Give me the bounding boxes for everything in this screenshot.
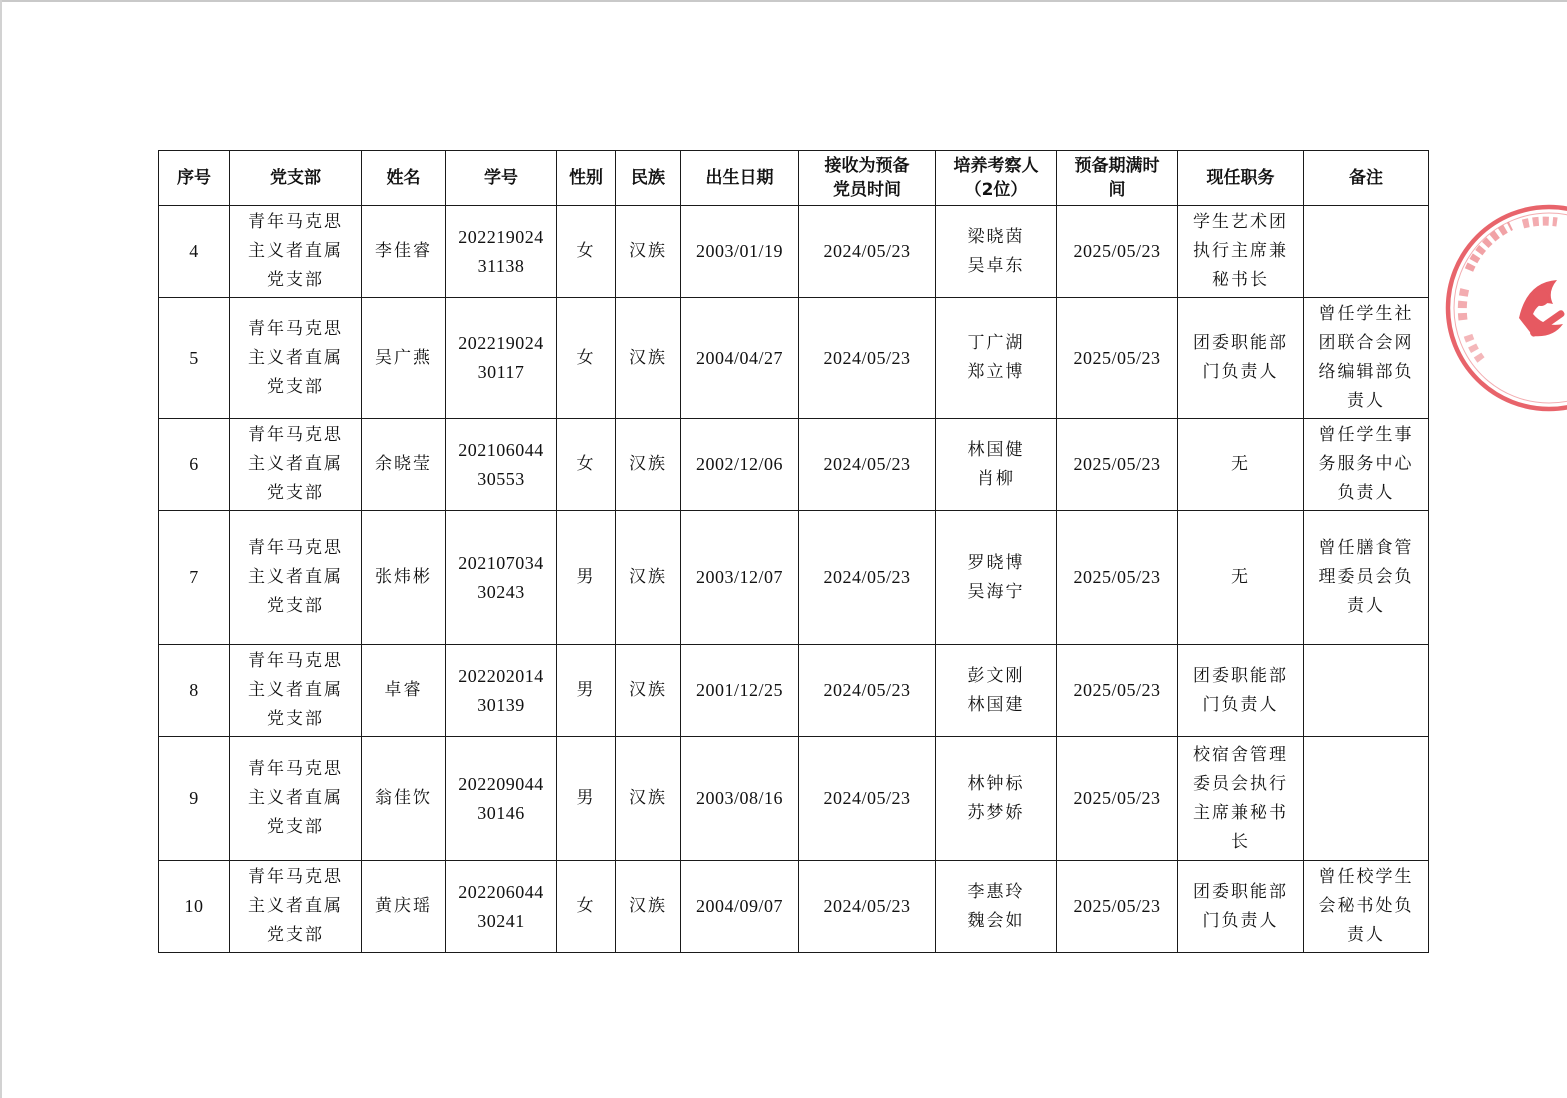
header-birth-date: 出生日期 (681, 151, 799, 206)
cell-expiry-date: 2025/05/23 (1057, 419, 1178, 511)
cell-remark (1304, 645, 1429, 737)
cell-birth-date: 2004/09/07 (681, 861, 799, 953)
table-row (159, 861, 1429, 953)
cell-no: 6 (159, 419, 230, 511)
header-admitted-date: 接收为预备 党员时间 (799, 151, 936, 206)
official-seal-stamp (1441, 200, 1567, 416)
cell-gender: 女 (557, 206, 616, 298)
table-row (159, 206, 1429, 298)
cell-admitted-date: 2024/05/23 (799, 419, 936, 511)
table-row (159, 511, 1429, 645)
cell-student-id: 202206044 30241 (446, 861, 557, 953)
cell-mentors: 李惠玲 魏会如 (936, 861, 1057, 953)
cell-gender: 女 (557, 298, 616, 419)
cell-birth-date: 2003/01/19 (681, 206, 799, 298)
table-header-row (159, 151, 1429, 206)
header-expiry-date: 预备期满时 间 (1057, 151, 1178, 206)
cell-name: 翁佳饮 (362, 737, 446, 861)
cell-branch: 青年马克思 主义者直属 党支部 (230, 298, 362, 419)
cell-name: 余晓莹 (362, 419, 446, 511)
cell-ethnicity: 汉族 (616, 737, 681, 861)
cell-admitted-date: 2024/05/23 (799, 645, 936, 737)
cell-no: 5 (159, 298, 230, 419)
table-row (159, 737, 1429, 861)
cell-no: 9 (159, 737, 230, 861)
cell-birth-date: 2004/04/27 (681, 298, 799, 419)
cell-gender: 男 (557, 511, 616, 645)
cell-ethnicity: 汉族 (616, 206, 681, 298)
cell-expiry-date: 2025/05/23 (1057, 298, 1178, 419)
cell-birth-date: 2001/12/25 (681, 645, 799, 737)
header-student-id: 学号 (446, 151, 557, 206)
table-row (159, 419, 1429, 511)
cell-branch: 青年马克思 主义者直属 党支部 (230, 861, 362, 953)
table-row (159, 298, 1429, 419)
cell-gender: 男 (557, 645, 616, 737)
header-position: 现任职务 (1178, 151, 1304, 206)
cell-no: 10 (159, 861, 230, 953)
header-branch: 党支部 (230, 151, 362, 206)
cell-name: 李佳睿 (362, 206, 446, 298)
cell-mentors: 罗晓博 吴海宁 (936, 511, 1057, 645)
table-body (159, 206, 1429, 953)
cell-birth-date: 2003/08/16 (681, 737, 799, 861)
cell-position: 团委职能部 门负责人 (1178, 298, 1304, 419)
cell-name: 吴广燕 (362, 298, 446, 419)
cell-branch: 青年马克思 主义者直属 党支部 (230, 737, 362, 861)
cell-gender: 男 (557, 737, 616, 861)
header-remark: 备注 (1304, 151, 1429, 206)
cell-student-id: 202107034 30243 (446, 511, 557, 645)
header-no: 序号 (159, 151, 230, 206)
cell-birth-date: 2003/12/07 (681, 511, 799, 645)
cell-remark: 曾任校学生 会秘书处负 责人 (1304, 861, 1429, 953)
cell-name: 张炜彬 (362, 511, 446, 645)
cell-mentors: 丁广湖 郑立博 (936, 298, 1057, 419)
cell-student-id: 202106044 30553 (446, 419, 557, 511)
cell-name: 卓睿 (362, 645, 446, 737)
cell-no: 8 (159, 645, 230, 737)
cell-remark: 曾任学生社 团联合会网 络编辑部负 责人 (1304, 298, 1429, 419)
cell-expiry-date: 2025/05/23 (1057, 645, 1178, 737)
cell-branch: 青年马克思 主义者直属 党支部 (230, 511, 362, 645)
cell-name: 黄庆瑶 (362, 861, 446, 953)
cell-student-id: 202219024 31138 (446, 206, 557, 298)
cell-admitted-date: 2024/05/23 (799, 206, 936, 298)
cell-mentors: 梁晓茵 吴卓东 (936, 206, 1057, 298)
cell-expiry-date: 2025/05/23 (1057, 737, 1178, 861)
cell-student-id: 202202014 30139 (446, 645, 557, 737)
page-edge-left (0, 0, 2, 1098)
header-gender: 性别 (557, 151, 616, 206)
cell-admitted-date: 2024/05/23 (799, 737, 936, 861)
cell-position: 无 (1178, 511, 1304, 645)
cell-ethnicity: 汉族 (616, 298, 681, 419)
cell-expiry-date: 2025/05/23 (1057, 511, 1178, 645)
cell-ethnicity: 汉族 (616, 419, 681, 511)
cell-branch: 青年马克思 主义者直属 党支部 (230, 419, 362, 511)
cell-gender: 女 (557, 419, 616, 511)
cell-admitted-date: 2024/05/23 (799, 861, 936, 953)
cell-position: 学生艺术团 执行主席兼 秘书长 (1178, 206, 1304, 298)
cell-branch: 青年马克思 主义者直属 党支部 (230, 206, 362, 298)
cell-student-id: 202219024 30117 (446, 298, 557, 419)
cell-position: 团委职能部 门负责人 (1178, 645, 1304, 737)
header-mentors: 培养考察人 （2位） (936, 151, 1057, 206)
cell-no: 4 (159, 206, 230, 298)
cell-no: 7 (159, 511, 230, 645)
cell-ethnicity: 汉族 (616, 861, 681, 953)
cell-birth-date: 2002/12/06 (681, 419, 799, 511)
probationary-member-table (158, 150, 1429, 953)
cell-expiry-date: 2025/05/23 (1057, 861, 1178, 953)
cell-position: 无 (1178, 419, 1304, 511)
header-name: 姓名 (362, 151, 446, 206)
cell-remark: 曾任膳食管 理委员会负 责人 (1304, 511, 1429, 645)
party-emblem-icon (1519, 280, 1566, 338)
cell-student-id: 202209044 30146 (446, 737, 557, 861)
cell-admitted-date: 2024/05/23 (799, 511, 936, 645)
cell-position: 校宿舍管理 委员会执行 主席兼秘书 长 (1178, 737, 1304, 861)
table-row (159, 645, 1429, 737)
cell-mentors: 彭文刚 林国建 (936, 645, 1057, 737)
page-edge-top (0, 0, 1567, 2)
cell-remark: 曾任学生事 务服务中心 负责人 (1304, 419, 1429, 511)
cell-remark (1304, 737, 1429, 861)
cell-admitted-date: 2024/05/23 (799, 298, 936, 419)
cell-expiry-date: 2025/05/23 (1057, 206, 1178, 298)
header-ethnicity: 民族 (616, 151, 681, 206)
cell-ethnicity: 汉族 (616, 511, 681, 645)
cell-branch: 青年马克思 主义者直属 党支部 (230, 645, 362, 737)
cell-remark (1304, 206, 1429, 298)
cell-position: 团委职能部 门负责人 (1178, 861, 1304, 953)
cell-ethnicity: 汉族 (616, 645, 681, 737)
cell-gender: 女 (557, 861, 616, 953)
cell-mentors: 林国健 肖柳 (936, 419, 1057, 511)
cell-mentors: 林钟标 苏梦娇 (936, 737, 1057, 861)
